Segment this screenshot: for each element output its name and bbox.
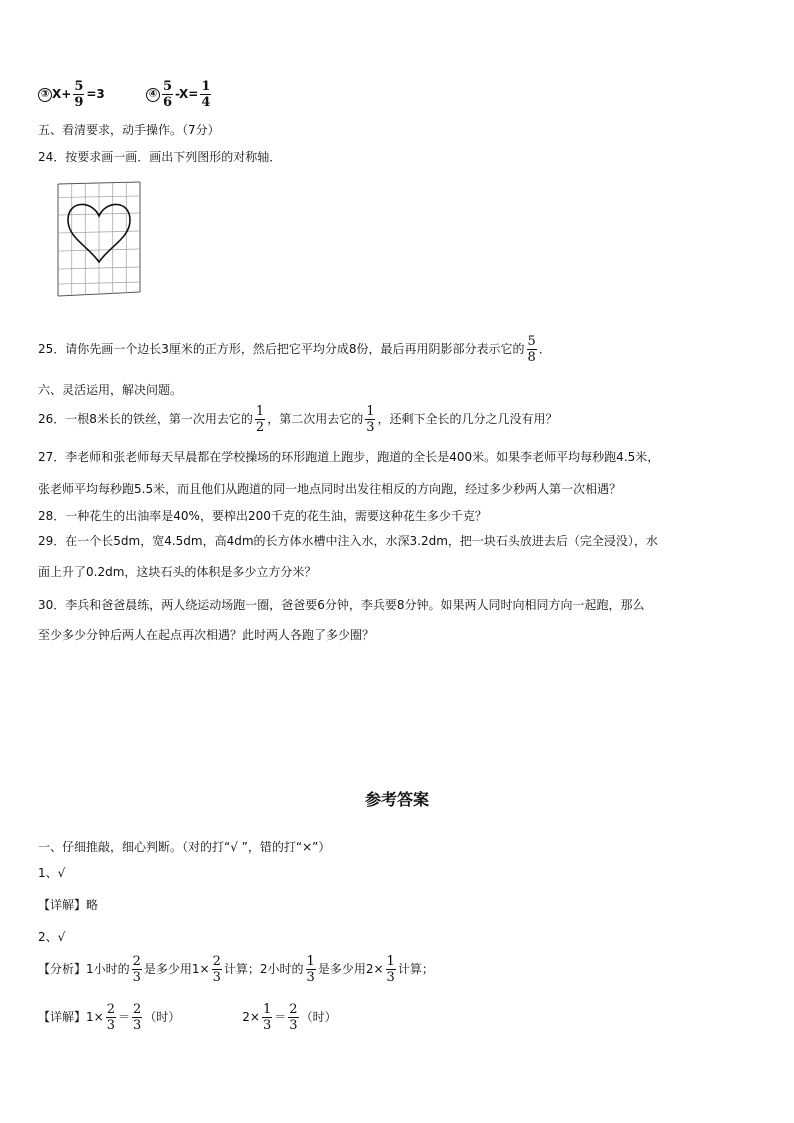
fraction: $\frac{1}{3}$ <box>263 1002 272 1033</box>
fraction: $\frac{5}{9}$ <box>74 79 84 110</box>
fraction: $\frac{5}{6}$ <box>163 79 173 110</box>
question-27-line2: 张老师平均每秒跑5.5米，而且他们从跑道的同一地点同时出发往相反的方向跑，经过多少秒两人第一次相遇？ <box>38 482 622 496</box>
question-25: 25．请你先画一个边长3厘米的正方形，然后把它平均分成8份，最后再用阴影部分表示它的 $\frac{5}{8}$ ． <box>38 334 551 365</box>
answer-2-detail: 【详解】1× $\frac{2}{3}$ ＝ $\frac{2}{3}$ （时） 2× $\frac{1}{3}$ ＝ $\frac{2}{3}$ （时） <box>38 1002 337 1033</box>
heart-grid-figure <box>56 180 144 298</box>
question-30-line1: 30．李兵和爸爸晨练，两人绕运动场跑一圈，爸爸要6分钟，李兵要8分钟。如果两人同时向相同方向一起跑，那么 <box>38 598 645 612</box>
circled-number: ④ <box>146 88 160 102</box>
section-6-heading: 六、灵活运用，解决问题。 <box>38 383 183 397</box>
fraction: $\frac{1}{2}$ <box>255 404 265 435</box>
fraction: $\frac{5}{8}$ <box>527 334 536 365</box>
fraction: $\frac{2}{3}$ <box>132 954 141 985</box>
fraction: $\frac{1}{3}$ <box>306 954 315 985</box>
equation-3: ③ X+ $\frac{5}{9}$ =3 <box>38 80 105 109</box>
fraction: $\frac{2}{3}$ <box>212 954 221 985</box>
fraction: $\frac{2}{3}$ <box>289 1002 298 1033</box>
question-29-line1: 29．在一个长5dm，宽4.5dm，高4dm的长方体水槽中注入水，水深3.2dm，把一块石头放进去后（完全浸没），水 <box>38 534 658 548</box>
answer-1: 1、√ <box>38 866 66 880</box>
question-26: 26．一根8米长的铁丝，第一次用去它的 $\frac{1}{2}$ ，第二次用去它的 $\frac{1}{3}$ ，还剩下全长的几分之几没有用？ <box>38 404 558 435</box>
equation-4: ④ $\frac{5}{6}$ -X= $\frac{1}{4}$ <box>146 80 213 109</box>
question-24: 24．按要求画一画．画出下列图形的对称轴． <box>38 150 282 164</box>
question-27-line1: 27．李老师和张老师每天早晨都在学校操场的环形跑道上跑步，跑道的全长是400米。如果李老师平均每秒跑4.5米， <box>38 450 660 464</box>
answers-section-1-heading: 一、仔细推敲，细心判断。（对的打“√ ”，错的打“×”） <box>38 840 331 854</box>
question-30-line2: 至少多少分钟后两人在起点再次相遇？此时两人各跑了多少圈？ <box>38 628 375 642</box>
fraction: $\frac{2}{3}$ <box>106 1002 115 1033</box>
fraction: $\frac{1}{4}$ <box>201 79 211 110</box>
fraction: $\frac{1}{3}$ <box>386 954 395 985</box>
section-5-heading: 五、看清要求，动手操作。（7分） <box>38 123 220 137</box>
question-28: 28．一种花生的出油率是40%，要榨出200千克的花生油，需要这种花生多少千克？ <box>38 509 487 523</box>
answer-1-detail: 【详解】略 <box>38 898 99 912</box>
fraction: $\frac{2}{3}$ <box>133 1002 142 1033</box>
circled-number: ③ <box>38 88 52 102</box>
answer-2-analysis: 【分析】1小时的 $\frac{2}{3}$ 是多少用1× $\frac{2}{3}$ 计算；2小时的 $\frac{1}{3}$ 是多少用2× $\frac{1}{3}$ 计算； <box>38 954 434 985</box>
fraction: $\frac{1}{3}$ <box>366 404 375 435</box>
question-29-line2: 面上升了0.2dm，这块石头的体积是多少立方分米？ <box>38 565 317 579</box>
answer-2: 2、√ <box>38 930 66 944</box>
answers-title: 参考答案 <box>364 790 429 809</box>
